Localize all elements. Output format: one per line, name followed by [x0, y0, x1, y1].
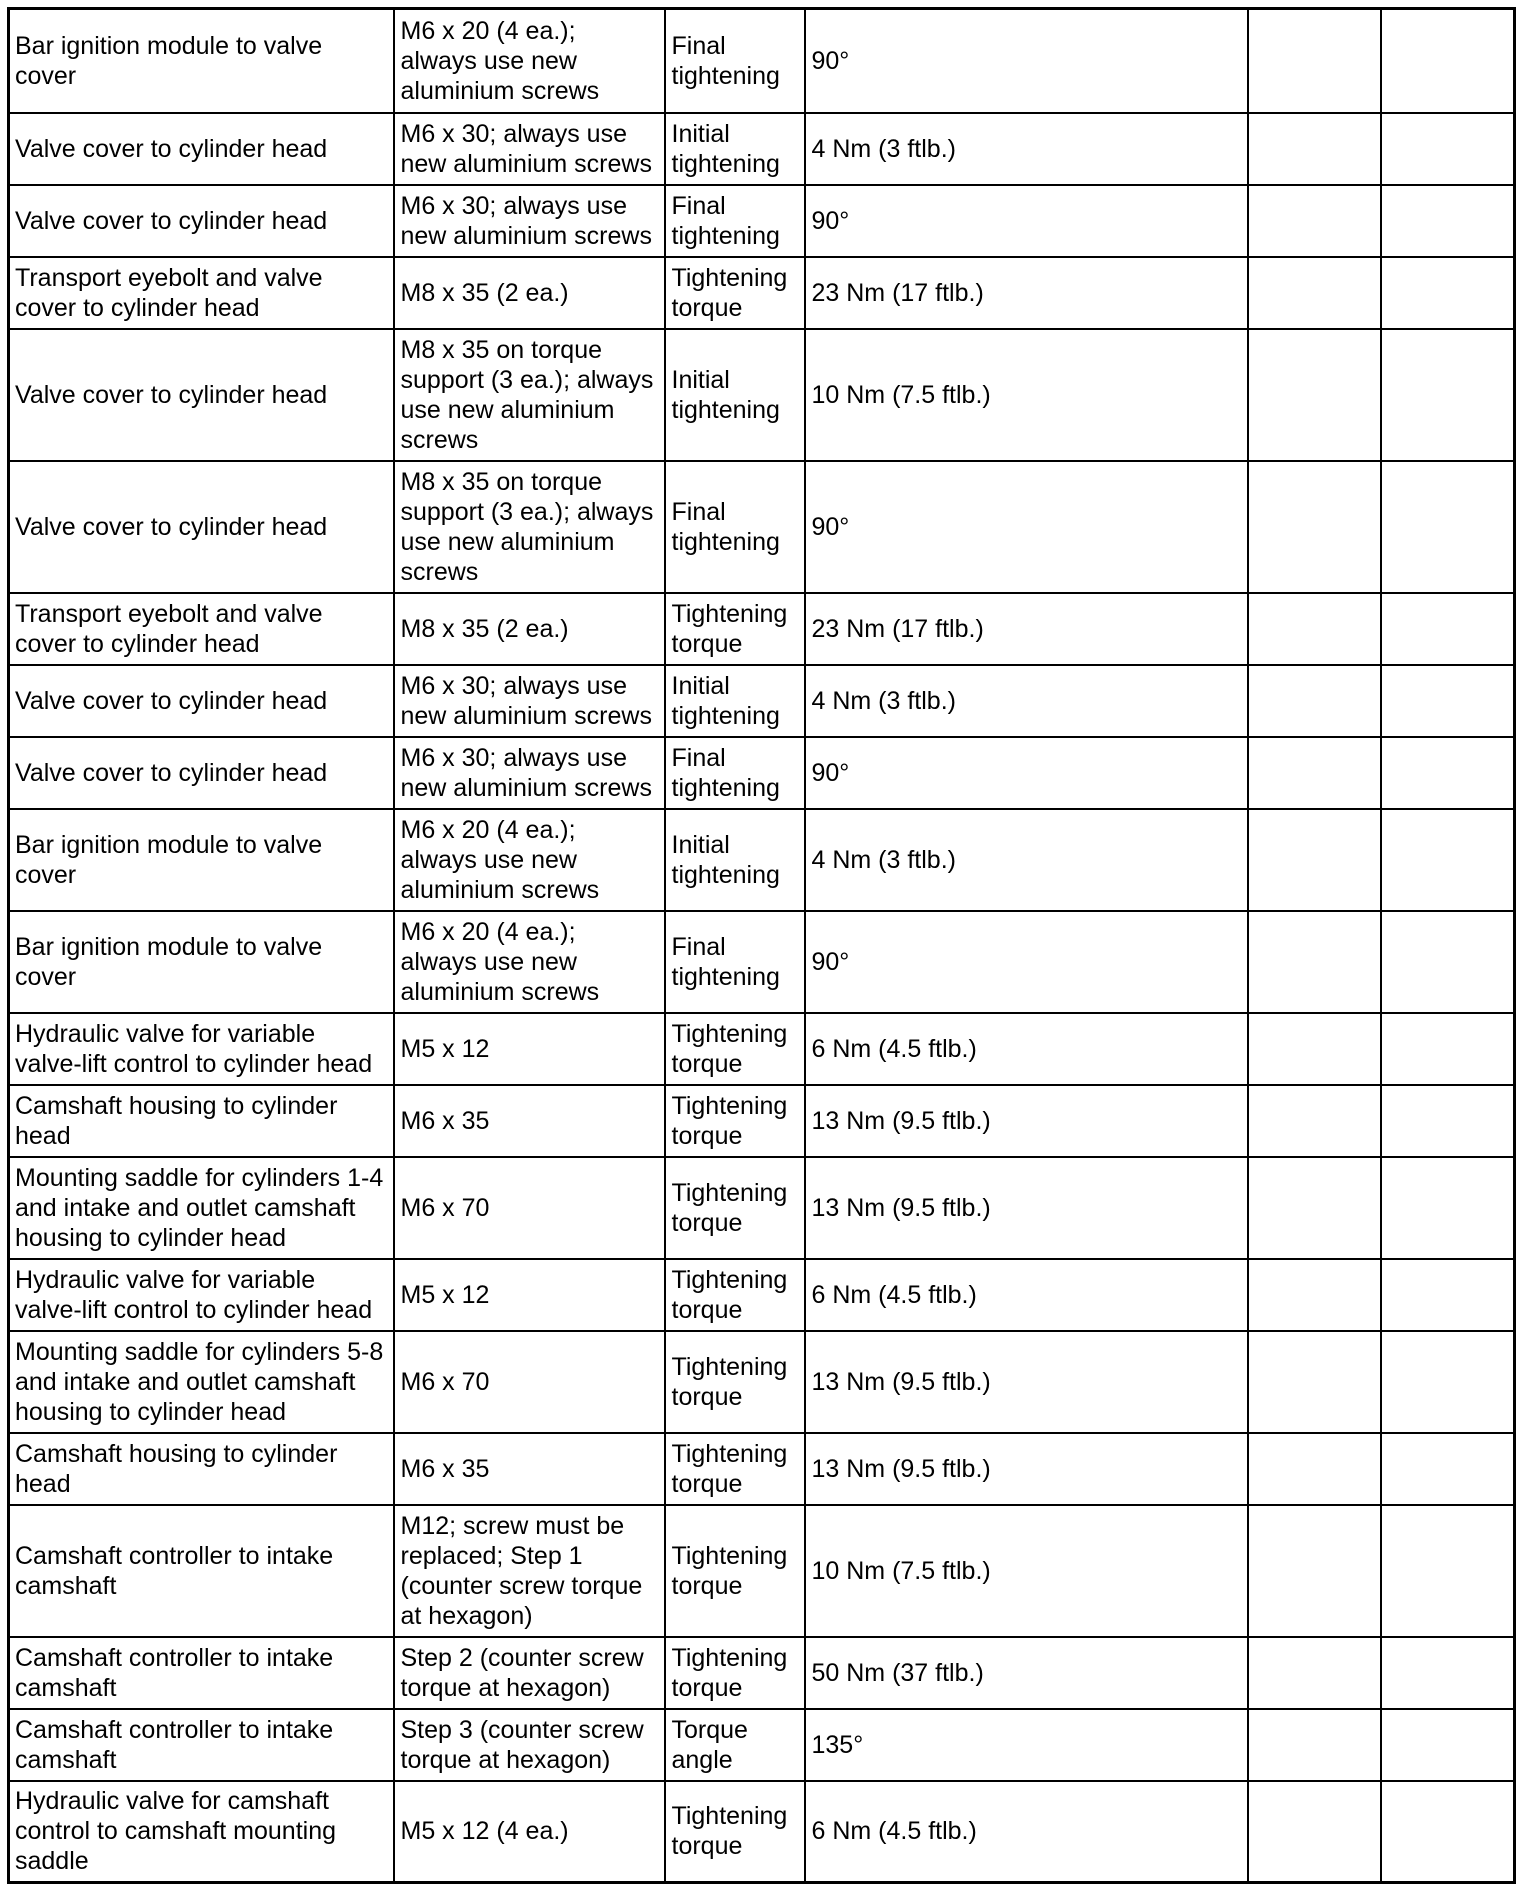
- blank-cell: [1381, 1157, 1515, 1259]
- blank-cell: [1381, 911, 1515, 1013]
- blank-cell: [1381, 665, 1515, 737]
- fastener-spec-cell: M8 x 35 on torque support (3 ea.); always use new aluminium screws: [394, 329, 665, 461]
- fastener-spec-cell: M6 x 20 (4 ea.); always use new aluminium screws: [394, 809, 665, 911]
- blank-cell: [1248, 593, 1381, 665]
- blank-cell: [1248, 9, 1381, 113]
- tightening-type-cell: Tightening torque: [665, 1331, 805, 1433]
- blank-cell: [1381, 809, 1515, 911]
- component-cell: Mounting saddle for cylinders 5-8 and intake and outlet camshaft housing to cylinder head: [9, 1331, 394, 1433]
- blank-cell: [1381, 113, 1515, 185]
- blank-cell: [1381, 593, 1515, 665]
- blank-cell: [1248, 737, 1381, 809]
- blank-cell: [1248, 185, 1381, 257]
- blank-cell: [1381, 329, 1515, 461]
- table-row: [9, 1709, 1515, 1781]
- fastener-spec-cell: M6 x 30; always use new aluminium screws: [394, 665, 665, 737]
- component-cell: Valve cover to cylinder head: [9, 737, 394, 809]
- fastener-spec-cell: M5 x 12 (4 ea.): [394, 1781, 665, 1883]
- blank-cell: [1248, 1433, 1381, 1505]
- torque-value-cell: 90°: [805, 737, 1248, 809]
- tightening-type-cell: Tightening torque: [665, 1637, 805, 1709]
- blank-cell: [1248, 1157, 1381, 1259]
- tightening-type-cell: Initial tightening: [665, 329, 805, 461]
- fastener-spec-cell: M12; screw must be replaced; Step 1 (counter screw torque at hexagon): [394, 1505, 665, 1637]
- blank-cell: [1381, 1085, 1515, 1157]
- fastener-spec-cell: M8 x 35 (2 ea.): [394, 593, 665, 665]
- torque-value-cell: 90°: [805, 911, 1248, 1013]
- tightening-type-cell: Tightening torque: [665, 1085, 805, 1157]
- fastener-spec-cell: Step 3 (counter screw torque at hexagon): [394, 1709, 665, 1781]
- component-cell: Valve cover to cylinder head: [9, 665, 394, 737]
- table-row: [9, 1331, 1515, 1433]
- fastener-spec-cell: M6 x 35: [394, 1085, 665, 1157]
- component-cell: Camshaft controller to intake camshaft: [9, 1505, 394, 1637]
- torque-value-cell: 13 Nm (9.5 ftlb.): [805, 1157, 1248, 1259]
- table-row: [9, 9, 1515, 113]
- tightening-type-cell: Tightening torque: [665, 1433, 805, 1505]
- blank-cell: [1381, 1505, 1515, 1637]
- tightening-type-cell: Tightening torque: [665, 1505, 805, 1637]
- blank-cell: [1248, 1013, 1381, 1085]
- blank-cell: [1381, 9, 1515, 113]
- fastener-spec-cell: Step 2 (counter screw torque at hexagon): [394, 1637, 665, 1709]
- fastener-spec-cell: M6 x 70: [394, 1157, 665, 1259]
- tightening-type-cell: Tightening torque: [665, 1157, 805, 1259]
- torque-value-cell: 23 Nm (17 ftlb.): [805, 257, 1248, 329]
- component-cell: Camshaft controller to intake camshaft: [9, 1637, 394, 1709]
- tightening-type-cell: Tightening torque: [665, 1013, 805, 1085]
- table-row: [9, 1637, 1515, 1709]
- torque-value-cell: 6 Nm (4.5 ftlb.): [805, 1013, 1248, 1085]
- torque-value-cell: 6 Nm (4.5 ftlb.): [805, 1781, 1248, 1883]
- table-row: [9, 1505, 1515, 1637]
- blank-cell: [1248, 1259, 1381, 1331]
- blank-cell: [1248, 461, 1381, 593]
- blank-cell: [1248, 1781, 1381, 1883]
- blank-cell: [1248, 1505, 1381, 1637]
- tightening-type-cell: Final tightening: [665, 737, 805, 809]
- table-row: [9, 1433, 1515, 1505]
- blank-cell: [1381, 1637, 1515, 1709]
- table-row: [9, 185, 1515, 257]
- table-row: [9, 1085, 1515, 1157]
- torque-value-cell: 10 Nm (7.5 ftlb.): [805, 329, 1248, 461]
- component-cell: Valve cover to cylinder head: [9, 113, 394, 185]
- table-row: [9, 1259, 1515, 1331]
- table-row: [9, 113, 1515, 185]
- blank-cell: [1248, 911, 1381, 1013]
- torque-value-cell: 4 Nm (3 ftlb.): [805, 665, 1248, 737]
- component-cell: Hydraulic valve for variable valve-lift control to cylinder head: [9, 1013, 394, 1085]
- torque-value-cell: 90°: [805, 461, 1248, 593]
- fastener-spec-cell: M5 x 12: [394, 1013, 665, 1085]
- table-row: [9, 257, 1515, 329]
- tightening-type-cell: Final tightening: [665, 911, 805, 1013]
- blank-cell: [1381, 1433, 1515, 1505]
- fastener-spec-cell: M8 x 35 (2 ea.): [394, 257, 665, 329]
- blank-cell: [1381, 461, 1515, 593]
- blank-cell: [1248, 257, 1381, 329]
- table-row: [9, 1013, 1515, 1085]
- fastener-spec-cell: M8 x 35 on torque support (3 ea.); always use new aluminium screws: [394, 461, 665, 593]
- table-row: [9, 593, 1515, 665]
- table-row: [9, 911, 1515, 1013]
- table-row: [9, 1781, 1515, 1883]
- torque-spec-table: [7, 7, 1516, 1884]
- torque-value-cell: 90°: [805, 9, 1248, 113]
- blank-cell: [1381, 1259, 1515, 1331]
- table-row: [9, 737, 1515, 809]
- component-cell: Mounting saddle for cylinders 1-4 and intake and outlet camshaft housing to cylinder head: [9, 1157, 394, 1259]
- component-cell: Transport eyebolt and valve cover to cylinder head: [9, 593, 394, 665]
- blank-cell: [1248, 665, 1381, 737]
- blank-cell: [1381, 1013, 1515, 1085]
- component-cell: Camshaft housing to cylinder head: [9, 1433, 394, 1505]
- tightening-type-cell: Initial tightening: [665, 809, 805, 911]
- tightening-type-cell: Final tightening: [665, 185, 805, 257]
- fastener-spec-cell: M6 x 30; always use new aluminium screws: [394, 113, 665, 185]
- fastener-spec-cell: M6 x 35: [394, 1433, 665, 1505]
- blank-cell: [1381, 1781, 1515, 1883]
- table-row: [9, 461, 1515, 593]
- torque-value-cell: 10 Nm (7.5 ftlb.): [805, 1505, 1248, 1637]
- table-row: [9, 1157, 1515, 1259]
- table-body: [9, 9, 1515, 1883]
- fastener-spec-cell: M6 x 30; always use new aluminium screws: [394, 737, 665, 809]
- blank-cell: [1248, 1709, 1381, 1781]
- blank-cell: [1248, 809, 1381, 911]
- tightening-type-cell: Tightening torque: [665, 593, 805, 665]
- torque-value-cell: 13 Nm (9.5 ftlb.): [805, 1433, 1248, 1505]
- tightening-type-cell: Torque angle: [665, 1709, 805, 1781]
- fastener-spec-cell: M6 x 30; always use new aluminium screws: [394, 185, 665, 257]
- tightening-type-cell: Initial tightening: [665, 113, 805, 185]
- torque-value-cell: 13 Nm (9.5 ftlb.): [805, 1085, 1248, 1157]
- fastener-spec-cell: M6 x 20 (4 ea.); always use new aluminium screws: [394, 9, 665, 113]
- torque-value-cell: 4 Nm (3 ftlb.): [805, 113, 1248, 185]
- torque-value-cell: 13 Nm (9.5 ftlb.): [805, 1331, 1248, 1433]
- blank-cell: [1248, 1085, 1381, 1157]
- component-cell: Bar ignition module to valve cover: [9, 911, 394, 1013]
- fastener-spec-cell: M6 x 20 (4 ea.); always use new aluminium screws: [394, 911, 665, 1013]
- component-cell: Valve cover to cylinder head: [9, 185, 394, 257]
- fastener-spec-cell: M6 x 70: [394, 1331, 665, 1433]
- component-cell: Bar ignition module to valve cover: [9, 9, 394, 113]
- tightening-type-cell: Initial tightening: [665, 665, 805, 737]
- blank-cell: [1381, 257, 1515, 329]
- tightening-type-cell: Final tightening: [665, 9, 805, 113]
- torque-value-cell: 135°: [805, 1709, 1248, 1781]
- torque-value-cell: 6 Nm (4.5 ftlb.): [805, 1259, 1248, 1331]
- fastener-spec-cell: M5 x 12: [394, 1259, 665, 1331]
- component-cell: Bar ignition module to valve cover: [9, 809, 394, 911]
- blank-cell: [1381, 1709, 1515, 1781]
- component-cell: Valve cover to cylinder head: [9, 329, 394, 461]
- component-cell: Hydraulic valve for variable valve-lift control to cylinder head: [9, 1259, 394, 1331]
- table-row: [9, 809, 1515, 911]
- blank-cell: [1381, 1331, 1515, 1433]
- tightening-type-cell: Final tightening: [665, 461, 805, 593]
- component-cell: Camshaft controller to intake camshaft: [9, 1709, 394, 1781]
- blank-cell: [1248, 329, 1381, 461]
- table-row: [9, 329, 1515, 461]
- tightening-type-cell: Tightening torque: [665, 1781, 805, 1883]
- component-cell: Hydraulic valve for camshaft control to camshaft mounting saddle: [9, 1781, 394, 1883]
- blank-cell: [1248, 1331, 1381, 1433]
- component-cell: Transport eyebolt and valve cover to cylinder head: [9, 257, 394, 329]
- torque-value-cell: 90°: [805, 185, 1248, 257]
- component-cell: Valve cover to cylinder head: [9, 461, 394, 593]
- blank-cell: [1381, 185, 1515, 257]
- tightening-type-cell: Tightening torque: [665, 1259, 805, 1331]
- torque-value-cell: 4 Nm (3 ftlb.): [805, 809, 1248, 911]
- table-row: [9, 665, 1515, 737]
- torque-value-cell: 23 Nm (17 ftlb.): [805, 593, 1248, 665]
- component-cell: Camshaft housing to cylinder head: [9, 1085, 394, 1157]
- tightening-type-cell: Tightening torque: [665, 257, 805, 329]
- blank-cell: [1381, 737, 1515, 809]
- blank-cell: [1248, 1637, 1381, 1709]
- torque-value-cell: 50 Nm (37 ftlb.): [805, 1637, 1248, 1709]
- blank-cell: [1248, 113, 1381, 185]
